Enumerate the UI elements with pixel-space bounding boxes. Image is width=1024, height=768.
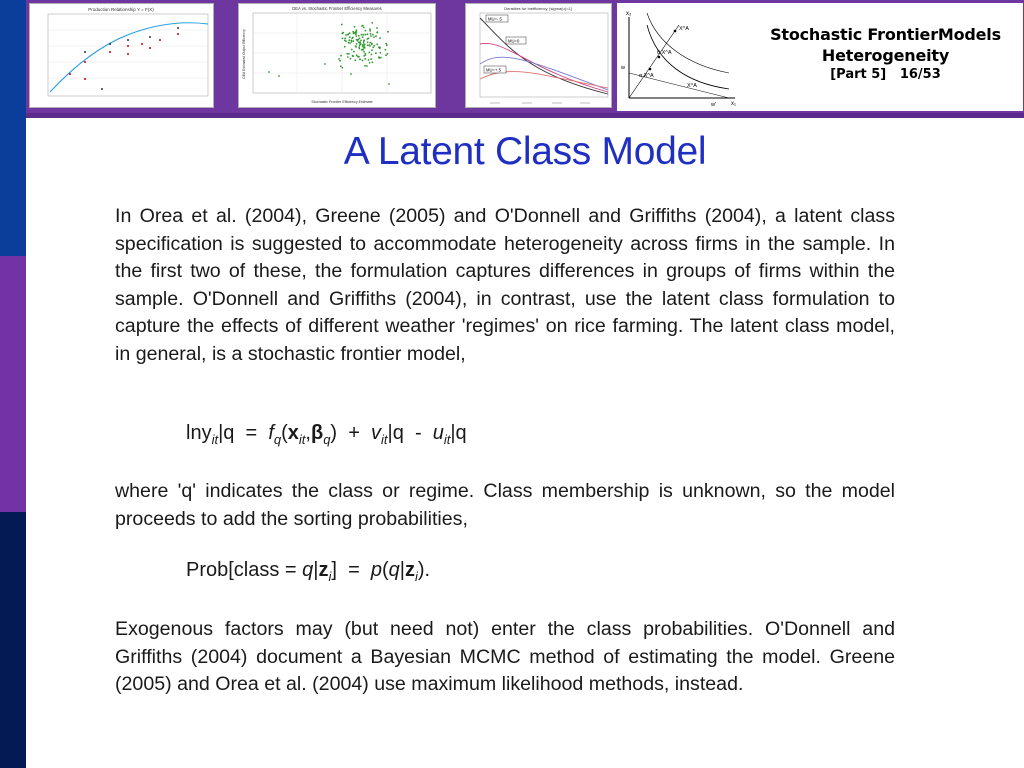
eq1-comma: , [305,422,311,444]
thumb2-scatter-point [344,37,346,39]
thumb2-scatter-point [362,36,364,38]
thumb2-scatter-point [349,36,351,38]
thumb2-scatter-point [367,45,369,47]
thumb2-scatter-point [341,67,343,69]
eq2-close-paren: ). [417,559,431,581]
eq2-z2: z [404,559,415,581]
thumb2-scatter-point [371,54,373,56]
thumb2-scatter-point [373,45,375,47]
thumb2-scatter-point [364,34,366,36]
thumb2-scatter-point [353,51,355,53]
thumb2-scatter-point [355,46,357,48]
paragraph-estimation-methods: Exogenous factors may (but need not) enter the class probabilities. O'Donnell and Griffiths (2004) document a Bayesian MCMC method of estimating the model. Greene (2005) and Orea et al. (2004) use maximum likelihood methods, instead. [115,618,895,695]
thumb2-scatter-point [380,57,382,59]
thumb2-scatter-point [356,35,358,37]
thumb2-scatter-point [367,42,369,44]
course-title-line2: Heterogeneity [821,46,950,65]
thumb2-scatter-point [341,33,343,35]
thumb2-scatter-point [363,45,365,47]
thumb2-scatter-point [370,35,372,37]
thumb2-scatter-point [362,25,364,27]
thumb2-scatter-point [352,31,354,33]
thumb2-scatter-point [358,48,360,50]
eq1-lny: lny [186,422,212,444]
eq1-plus: + [337,422,371,444]
thumb3-label-mu-zero: MU=0 [508,38,520,44]
thumb2-scatter-point [376,32,378,34]
eq2-equals: = [336,559,371,581]
thumb2-title: DEA vs. Stochastic Frontier Efficiency Measures [292,6,382,11]
thumb2-scatter-point [371,22,373,24]
thumb2-scatter-point [342,38,344,40]
thumb2-scatter-point [362,60,364,62]
thumb2-scatter-point [360,40,362,42]
thumb2-scatter-point [359,59,361,61]
eq1-u: u [432,422,444,444]
thumb2-scatter-point [364,47,366,49]
eq2-z2-i-sub: i [414,569,418,584]
thumb2-scatter-point [350,58,352,60]
thumbnail-dea-vs-sf-scatter [238,3,436,108]
thumb2-scatter-point [366,65,368,67]
thumb3-title: Densities for Inefficiency, [sigma(u)=1] [504,6,572,11]
thumb2-scatter-point [367,33,369,35]
eq1-f-q-sub: q [273,432,282,447]
thumb2-scatter-point [348,39,350,41]
course-title-line1: Stochastic FrontierModels [770,25,1001,44]
thumb2-scatter-point [352,40,354,42]
thumb2-xlabel: Stochastic Frontier Efficiency Estimate [311,100,373,104]
thumb2-ylabel: DEA Estimated Output Efficiency [242,29,246,79]
thumb2-scatter-point [373,36,375,38]
thumb2-scatter-point [351,41,353,43]
thumb2-scatter-point [375,35,377,37]
thumb2-scatter-point [359,44,361,46]
thumb2-scatter-point [364,65,366,67]
thumb2-scatter-point [352,55,354,57]
thumb2-scatter-point [338,58,340,60]
eq2-p: p [370,559,382,581]
thumb2-scatter-point [344,46,346,48]
thumb2-scatter-point [363,51,365,53]
thumb2-scatter-point [349,42,351,44]
eq1-beta: β [310,422,324,444]
thumb2-scatter-point [340,65,342,67]
eq1-f: f [268,422,274,444]
eq1-v: v [371,422,381,444]
thumb2-scatter-point [362,48,364,50]
eq1-v-it-sub: it [381,432,388,447]
thumb1-title: Production Relationship Y = F(X) [88,7,154,12]
thumb2-scatter-point [372,61,374,63]
eq1-bar-q: |q [218,422,235,444]
thumb2-scatter-point [365,30,367,32]
thumb2-scatter-point [387,53,389,55]
thumb2-scatter-point [347,33,349,35]
thumb2-scatter-point [348,53,350,55]
thumb2-scatter-point [354,59,356,61]
thumb2-scatter-point [278,75,280,77]
thumb2-scatter-point [355,32,357,34]
eq2-open-paren: ( [381,559,389,581]
thumb2-scatter-point [363,40,365,42]
diagram-label-xa-top: X^A [679,26,689,32]
left-bar-blue-segment [0,0,26,256]
left-bar-purple-segment [0,256,26,512]
slide-title: A Latent Class Model [343,130,707,173]
thumb2-scatter-point [345,34,347,36]
thumb2-scatter-point [364,44,366,46]
eq1-x-it-sub: it [298,432,306,447]
eq2-q2: q [388,559,400,581]
thumb2-scatter-point [378,57,380,59]
thumb2-scatter-point [385,43,387,45]
thumb2-scatter-point [324,63,326,65]
eq1-it-sub: it [211,432,219,447]
thumb2-scatter-point [386,44,388,46]
diagram-label-theta-xa: θ X^A [657,50,672,56]
paragraph-intro: In Orea et al. (2004), Greene (2005) and O'Donnell and Griffiths (2004), a latent class specification is suggested to accommodate heterogeneity across firms in the sample. In the first two of these, the formulation captures differences in groups of firms within the sample. O'Donnell and Griffiths (2004), in contrast, use the latent class formulation to capture the effects of different weather 'regimes' on rice farming. The latent class model, in general, is a stochastic frontier model, [115,205,895,365]
thumb2-scatter-point [370,58,372,60]
thumb2-scatter-point [359,41,361,43]
thumb2-scatter-point [358,35,360,37]
thumb2-scatter-point [376,43,378,45]
equation-class-probability [186,559,430,584]
thumb2-scatter-point [344,39,346,41]
thumb2-scatter-point [363,42,365,44]
eq1-equals: = [234,422,269,444]
eq1-close-paren: ) [330,422,338,444]
thumb2-scatter-point [350,73,352,75]
diagram-label-w-prime: w' [711,102,717,108]
thumb2-scatter-point [379,52,381,54]
eq2-bar: | [313,559,319,581]
thumb2-scatter-point [359,38,361,40]
eq2-z-i-sub: i [328,569,332,584]
thumb2-scatter-point [379,37,381,39]
eq1-open-paren: ( [281,422,288,444]
thumb2-scatter-point [363,27,365,29]
eq1-beta-q-sub: q [323,432,331,447]
thumb2-scatter-point [369,28,371,30]
paragraph-class-membership: where 'q' indicates the class or regime. Class membership is unknown, so the model proceeds to add the sorting probabilities, [115,480,895,530]
left-accent-bar [0,0,26,768]
thumb2-scatter-point [354,26,356,28]
eq1-x: x [287,422,299,444]
eq2-prob: Prob[class = [186,559,303,581]
thumb2-scatter-point [371,49,373,51]
diagram-y-axis-label: x₂ [626,11,632,17]
thumb2-scatter-point [340,55,342,57]
thumb2-scatter-point [362,46,364,48]
eq2-q: q [302,559,314,581]
thumb2-scatter-point [385,49,387,51]
thumbnail-inefficiency-densities [465,3,612,108]
thumb2-scatter-point [339,60,341,62]
eq1-minus: - [403,422,433,444]
eq1-v-bar-q: |q [387,422,404,444]
thumbnail-isoquant-diagram [617,3,749,111]
thumb2-scatter-point [369,62,371,64]
thumb2-scatter-point [388,83,390,85]
thumb2-scatter-point [368,52,370,54]
thumbnail-production-relationship [29,3,214,108]
thumb2-scatter-point [368,59,370,61]
slide-part-page-indicator: [Part 5] 16/53 [830,67,941,82]
thumb2-scatter-point [375,52,377,54]
thumb2-scatter-point [379,47,381,49]
left-bar-navy-segment [0,512,26,768]
eq2-bar2: | [399,559,405,581]
thumb2-scatter-point [370,33,372,35]
thumb2-scatter-point [364,58,366,60]
thumb2-scatter-points [268,22,390,85]
thumb2-scatter-point [351,49,353,51]
header-title-box [748,3,1023,111]
diagram-label-xa-bottom: X^A [687,83,697,89]
thumb2-scatter-point [361,34,363,36]
thumb2-scatter-point [348,42,350,44]
thumb2-scatter-point [341,24,343,26]
thumb2-scatter-point [367,38,369,40]
eq2-z: z [318,559,329,581]
thumb2-scatter-point [372,34,374,36]
eq1-u-it-sub: it [443,432,451,447]
thumb3-label-mu-neg: MU=-.5 [488,16,502,22]
diagram-label-w: w [621,65,625,71]
thumb2-scatter-point [357,56,359,58]
thumb2-scatter-point [376,27,378,29]
eq2-right-bracket: ] [331,559,337,581]
thumb2-scatter-point [268,71,270,73]
thumb2-scatter-point [372,47,374,49]
thumb2-scatter-point [362,34,364,36]
equation-stochastic-frontier [186,422,467,447]
thumb2-scatter-point [346,53,348,55]
thumb2-scatter-point [369,30,371,32]
thumb2-scatter-point [385,54,387,56]
thumb2-scatter-point [368,44,370,46]
header-divider [26,113,1024,118]
diagram-label-alpha-xa: α X^A [639,73,654,79]
thumb3-label-mu-pos: MU=+.5 [486,67,501,73]
thumb2-scatter-point [347,56,349,58]
thumb2-scatter-point [352,37,354,39]
thumb2-scatter-point [356,43,358,45]
thumb2-scatter-point [387,31,389,33]
thumb2-scatter-point [365,54,367,56]
thumb2-scatter-point [369,42,371,44]
eq1-u-bar-q: |q [450,422,467,444]
diagram-x-axis-label: x₁ [731,101,737,107]
